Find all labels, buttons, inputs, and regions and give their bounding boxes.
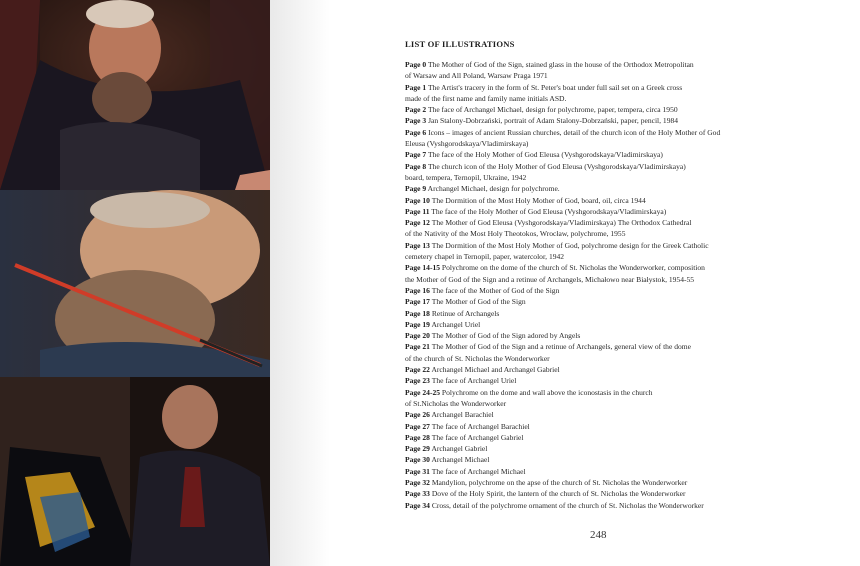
list-item-continuation [405, 228, 855, 239]
page-ref: Page 10 [405, 195, 430, 205]
list-item [405, 104, 855, 115]
artist-photo-3-image [0, 377, 270, 566]
page-ref: Page 17 [405, 297, 430, 307]
list-item [405, 488, 855, 499]
list-item [405, 341, 855, 352]
list-item [405, 319, 855, 330]
list-item [405, 454, 855, 465]
list-item-continuation [405, 172, 855, 183]
page-ref: Page 30 [405, 455, 430, 465]
list-item [405, 296, 855, 307]
illustration-list [405, 59, 855, 511]
list-item [405, 149, 855, 160]
page-ref: Page 0 [405, 60, 427, 69]
caption-line: Archangel Michael, design for polychrome. [427, 184, 560, 194]
list-item [405, 364, 855, 375]
caption-line: The Mother of God of the Sign [431, 297, 526, 307]
caption-line: board, tempera, Ternopil, Ukraine, 1942 [405, 172, 527, 182]
page-ref: Page 28 [405, 432, 430, 442]
page-ref: Page 19 [405, 319, 430, 329]
list-item [405, 443, 855, 454]
caption-line: the Mother of God of the Sign and a retinue of Archangels, Michałowo near Białystok, 1954-55 [405, 274, 695, 284]
list-item-continuation [405, 274, 855, 285]
list-item [405, 115, 855, 126]
caption-line: Icons – images of ancient Russian churches, detail of the church icon of the Holy Mother of God [428, 127, 721, 137]
caption-line: The face of the Holy Mother of God Eleusa (Vyshgorodskaya/Vladimirskaya) [431, 206, 667, 216]
list-item [405, 466, 855, 477]
list-item [405, 409, 855, 420]
page-ref: Page 1 [405, 82, 427, 92]
page-ref: Page 13 [405, 240, 430, 250]
caption-line: of Warsaw and All Poland, Warsaw Praga 1971 [405, 71, 548, 81]
page-ref: Page 21 [405, 342, 430, 352]
list-item [405, 161, 855, 172]
caption-line: Archangel Michael and Archangel Gabriel [431, 365, 560, 375]
page-ref: Page 7 [405, 150, 427, 160]
list-item [405, 183, 855, 194]
artist-photo-3 [0, 377, 270, 566]
page-ref: Page 24-25 [405, 387, 441, 397]
caption-line: Archangel Barachiel [431, 410, 494, 420]
artist-photo-1 [0, 0, 270, 190]
page-ref: Page 20 [405, 331, 430, 341]
page-ref: Page 6 [405, 127, 427, 137]
caption-line: Retinue of Archangels [431, 308, 500, 318]
caption-line: The Dormition of the Most Holy Mother of God, polychrome design for the Greek Catholic [431, 240, 709, 250]
caption-line: The face of the Mother of God of the Sign [431, 285, 560, 295]
page-ref: Page 9 [405, 184, 427, 194]
page-ref: Page 12 [405, 218, 430, 228]
caption-line: The face of Archangel Uriel [431, 376, 517, 386]
list-item [405, 375, 855, 386]
list-item [405, 206, 855, 217]
caption-line: of the church of St. Nicholas the Wonderworker [405, 353, 550, 363]
list-item [405, 262, 855, 273]
page-number: 248 [590, 529, 607, 541]
page-ref: Page 3 [405, 116, 427, 126]
caption-line: The face of the Holy Mother of God Eleusa (Vyshgorodskaya/Vladimirskaya) [427, 150, 663, 160]
list-item [405, 330, 855, 341]
list-item [405, 59, 855, 70]
caption-line: Eleusa (Vyshgorodskaya/Vladimirskaya) [405, 139, 529, 149]
page-ref: Page 2 [405, 105, 427, 115]
caption-line: Dove of the Holy Spirit, the lantern of the church of St. Nicholas the Wonderworker [431, 489, 686, 499]
photo-column [0, 0, 270, 566]
list-item [405, 308, 855, 319]
list-item [405, 387, 855, 398]
caption-line: Jan Stalony-Dobrzański, portrait of Adam Stalony-Dobrzański, paper, pencil, 1984 [428, 116, 679, 126]
list-item [405, 432, 855, 443]
page-ref: Page 14-15 [405, 263, 441, 273]
page-ref: Page 23 [405, 376, 430, 386]
caption-line: The Mother of God of the Sign adored by Angels [431, 331, 581, 341]
caption-line: cemetery chapel in Ternopil, paper, watercolor, 1942 [405, 252, 565, 262]
page-ref: Page 29 [405, 444, 430, 454]
list-item [405, 217, 855, 228]
caption-line: The face of Archangel Michael, design for polychrome, paper, tempera, circa 1950 [427, 105, 678, 115]
caption-line: The face of Archangel Michael [431, 466, 526, 476]
list-item [405, 240, 855, 251]
page-ref: Page 31 [405, 466, 430, 476]
caption-line: The face of Archangel Gabriel [431, 432, 524, 442]
caption-line: Archangel Gabriel [431, 444, 488, 454]
page-ref: Page 33 [405, 489, 430, 499]
list-item-continuation [405, 70, 855, 81]
caption-line: Cross, detail of the polychrome ornament of the church of St. Nicholas the Wonderworker [431, 500, 704, 510]
caption-line: made of the first name and family name initials ASD. [405, 93, 567, 103]
list-item [405, 285, 855, 296]
page-ref: Page 22 [405, 365, 430, 375]
caption-line: of the Nativity of the Most Holy Theotokos, Wrocław, polychrome, 1955 [405, 229, 626, 239]
page-ref: Page 16 [405, 285, 430, 295]
list-item-continuation [405, 251, 855, 262]
caption-line: The church icon of the Holy Mother of God Eleusa (Vyshgorodskaya/Vladimirskaya) [427, 161, 686, 171]
text-page [330, 0, 860, 566]
artist-photo-1-image [0, 0, 270, 190]
page-ref: Page 34 [405, 500, 430, 510]
caption-line: The face of Archangel Barachiel [431, 421, 530, 431]
caption-line: Archangel Uriel [431, 319, 481, 329]
page-gutter [270, 0, 330, 566]
page-ref: Page 18 [405, 308, 430, 318]
caption-line: Polychrome on the dome and wall above the iconostasis in the church [441, 387, 653, 397]
caption-line: The Artist's tracery in the form of St. Peter's boat under full sail set on a Greek cross [427, 82, 683, 92]
artist-photo-2 [0, 190, 270, 377]
list-item [405, 82, 855, 93]
list-item-continuation [405, 93, 855, 104]
list-item-continuation [405, 353, 855, 364]
page-ref: Page 32 [405, 477, 430, 487]
caption-line: The Mother of God of the Sign, stained glass in the house of the Orthodox Metropolitan [427, 60, 694, 69]
list-item [405, 195, 855, 206]
caption-line: Polychrome on the dome of the church of St. Nicholas the Wonderworker, composition [441, 263, 705, 273]
caption-line: Archangel Michael [431, 455, 490, 465]
caption-line: The Mother of God of the Sign and a retinue of Archangels, general view of the dome [431, 342, 691, 352]
caption-line: The Dormition of the Most Holy Mother of God, board, oil, circa 1944 [431, 195, 646, 205]
list-item [405, 127, 855, 138]
caption-line: Mandylion, polychrome on the apse of the church of St. Nicholas the Wonderworker [431, 477, 688, 487]
page-ref: Page 11 [405, 206, 430, 216]
page-ref: Page 27 [405, 421, 430, 431]
list-item-continuation [405, 398, 855, 409]
caption-line: of St.Nicholas the Wonderworker [405, 398, 507, 408]
page-ref: Page 8 [405, 161, 427, 171]
artist-photo-2-image [0, 190, 270, 377]
list-item [405, 477, 855, 488]
caption-line: The Mother of God Eleusa (Vyshgorodskaya/Vladimirskaya) The Orthodox Cathedral [431, 218, 692, 228]
list-item [405, 421, 855, 432]
list-item-continuation [405, 138, 855, 149]
list-item [405, 500, 855, 511]
page-ref: Page 26 [405, 410, 430, 420]
list-heading: LIST OF ILLUSTRATIONS [405, 39, 515, 49]
